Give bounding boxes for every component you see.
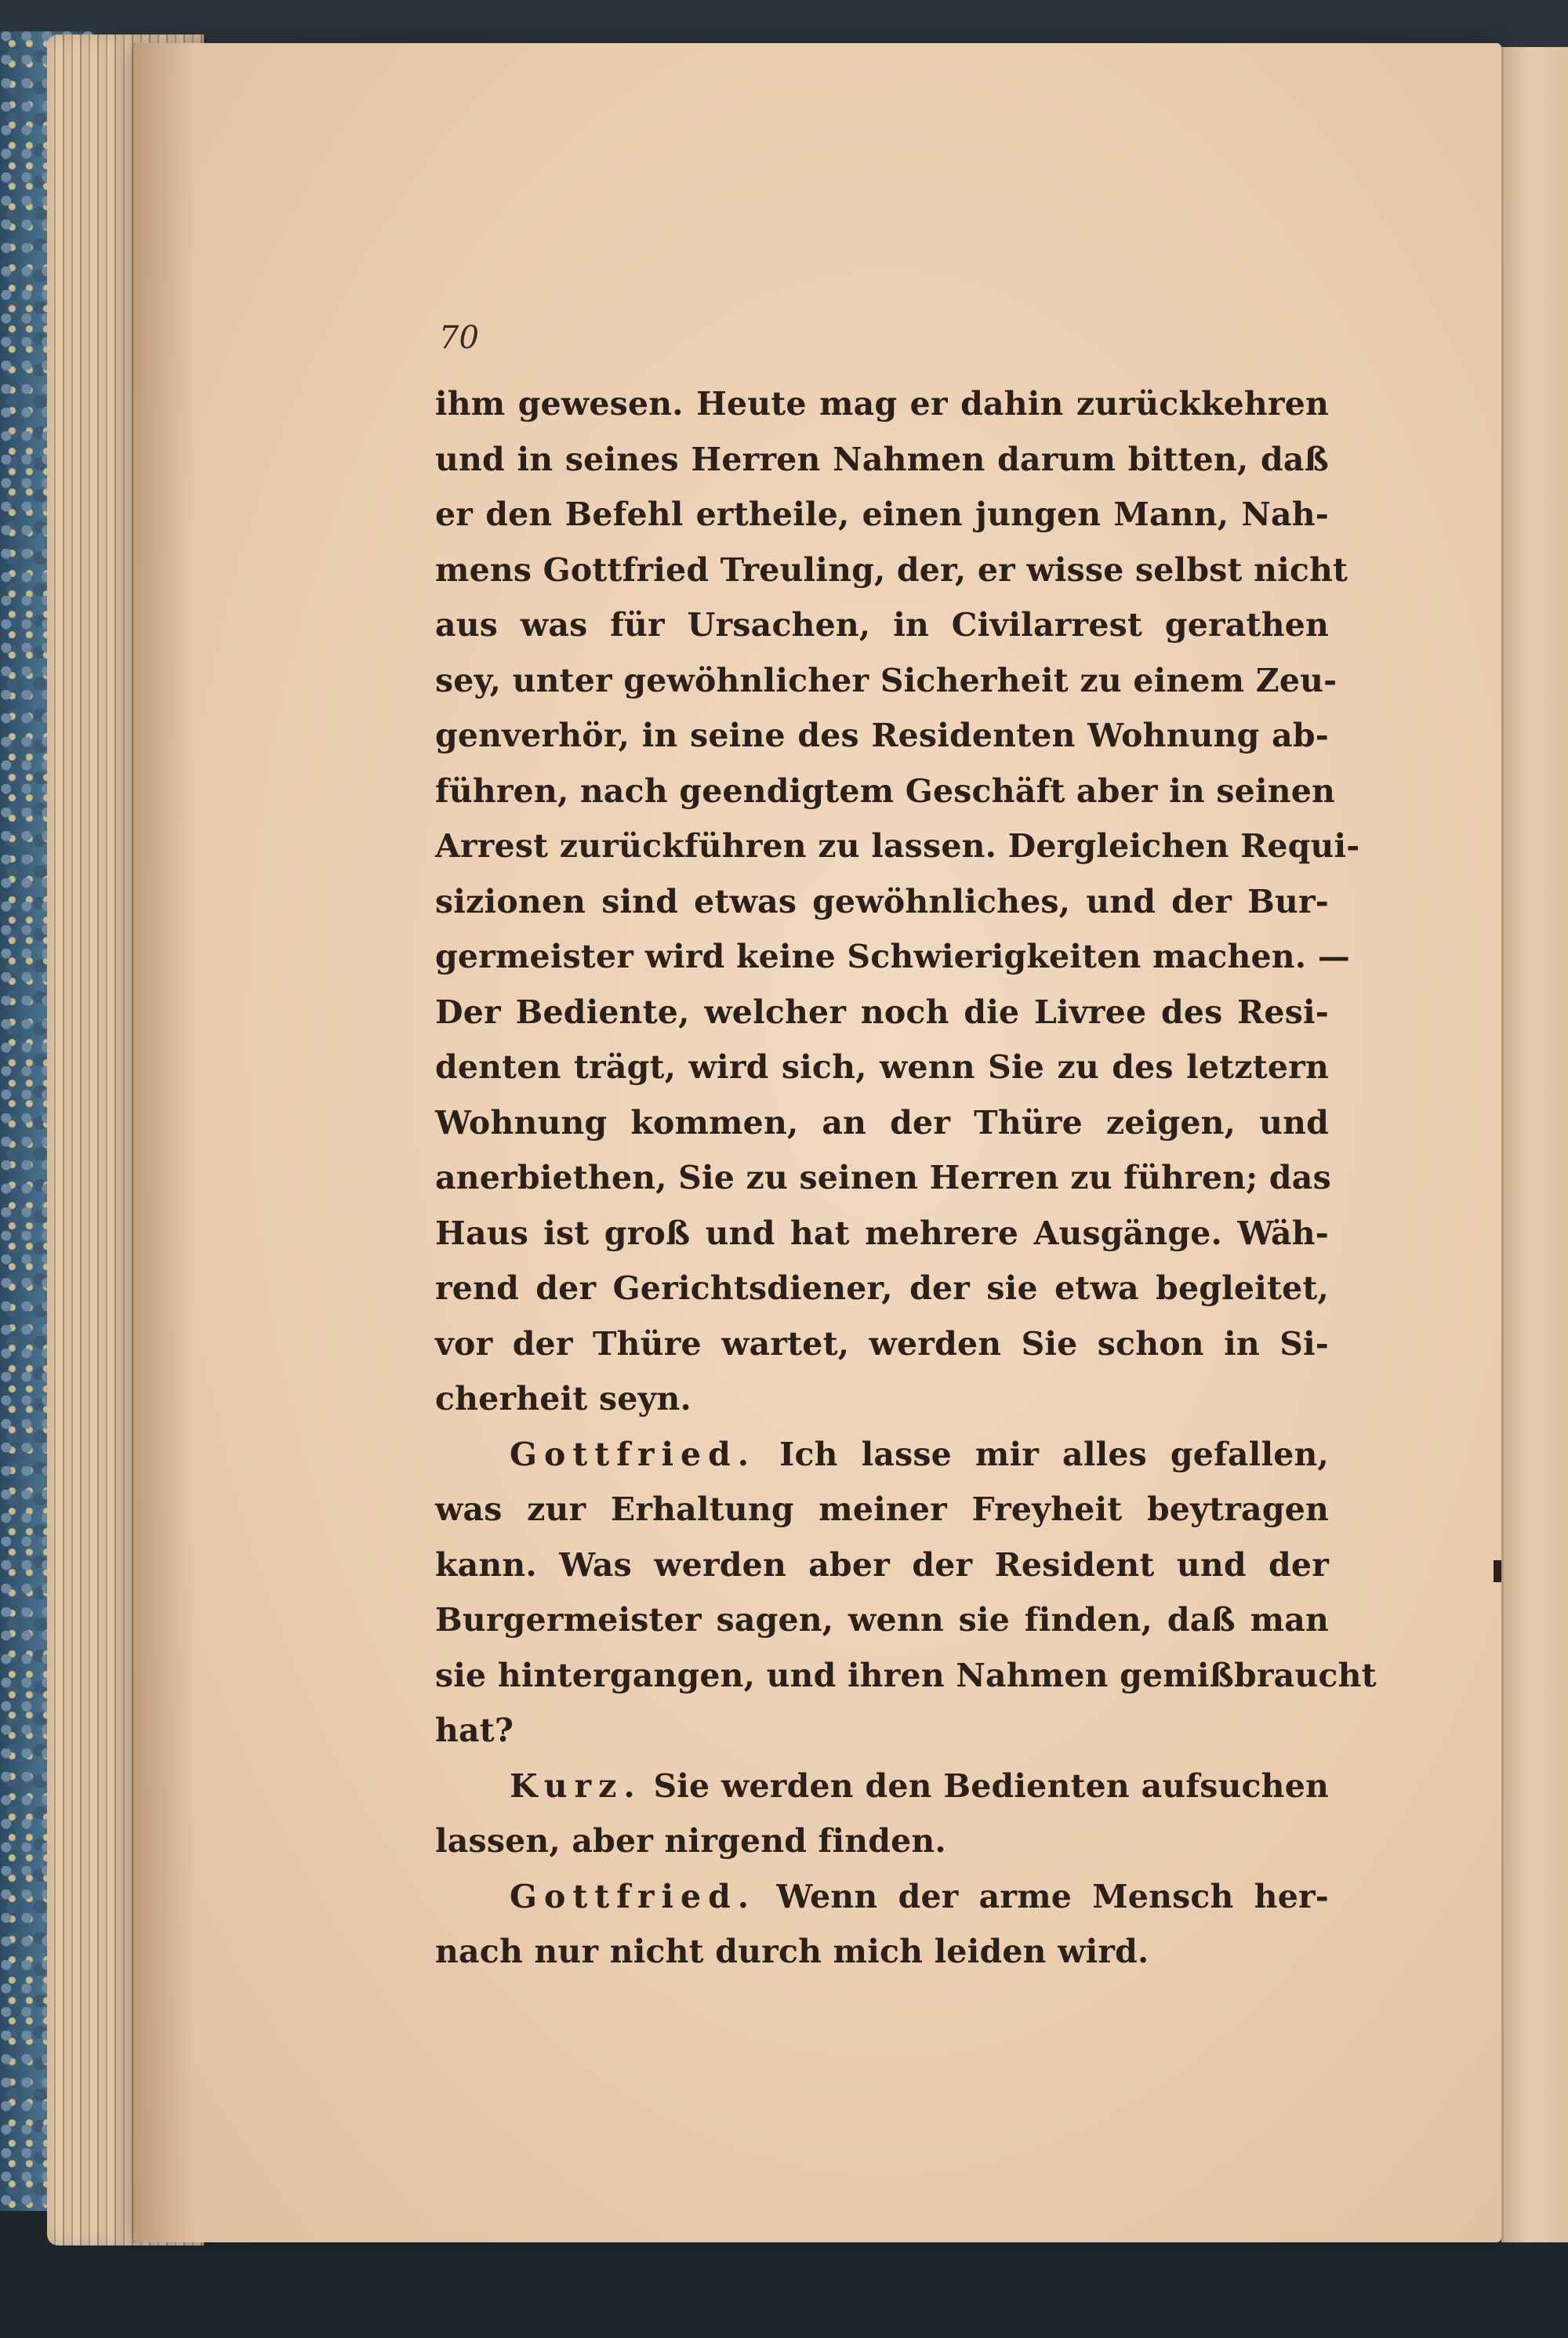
text-line: er den Befehl ertheile, einen jungen Mann, Nah- <box>435 496 1329 533</box>
text-line: lassen, aber nirgend finden. <box>435 1822 946 1860</box>
gutter-shadow <box>133 43 196 2242</box>
text-line: Arrest zurückführen zu lassen. Dergleichen Requi- <box>435 827 1360 865</box>
text-line: hat? <box>435 1712 514 1749</box>
speech-line-gottfried <box>435 1869 1329 1925</box>
text-line: Burgermeister sagen, wenn sie finden, daß man <box>435 1601 1329 1639</box>
text-line: nach nur nicht durch mich leiden wird. <box>435 1933 1149 1970</box>
speaker-name: Gottfried. <box>510 1877 757 1915</box>
text-line: denten trägt, wird sich, wenn Sie zu des letztern <box>435 1048 1329 1086</box>
speech-text: Wenn der arme Mensch her- <box>776 1877 1329 1915</box>
speaker-name: Kurz. <box>510 1766 642 1805</box>
body-lines <box>435 376 1377 1980</box>
text-line: was zur Erhaltung meiner Freyheit beytragen <box>435 1490 1329 1528</box>
text-line: anerbiethen, Sie zu seinen Herren zu führen; das <box>435 1159 1331 1196</box>
next-page-edge <box>1501 47 1568 2242</box>
edge-mark <box>1494 1560 1501 1582</box>
text-line: sey, unter gewöhnlicher Sicherheit zu einem Zeu- <box>435 661 1338 699</box>
text-line: führen, nach geendigtem Geschäft aber in seinen <box>435 771 1336 810</box>
speech-text: Ich lasse mir alles gefallen, <box>779 1435 1329 1473</box>
text-line: kann. Was werden aber der Resident und der <box>435 1545 1329 1584</box>
speech-text: Sie werden den Bedienten aufsuchen <box>653 1766 1329 1805</box>
text-line: Der Bediente, welcher noch die Livree des Resi- <box>435 993 1329 1031</box>
text-line: vor der Thüre wartet, werden Sie schon in Si- <box>435 1324 1329 1363</box>
speech-line-gottfried <box>435 1427 1329 1483</box>
text-line: rend der Gerichtsdiener, der sie etwa begleitet, <box>435 1269 1329 1307</box>
text-line: sizionen sind etwas gewöhnliches, und der Bur- <box>435 882 1329 920</box>
text-line: ihm gewesen. Heute mag er dahin zurückkehren <box>435 385 1329 423</box>
text-line: genverhör, in seine des Residenten Wohnung ab- <box>435 717 1329 754</box>
text-line: germeister wird keine Schwierigkeiten machen. — <box>435 938 1350 975</box>
text-line: cherheit seyn. <box>435 1380 692 1418</box>
text-line: Wohnung kommen, an der Thüre zeigen, und <box>435 1103 1329 1142</box>
speaker-name: Gottfried. <box>510 1435 757 1473</box>
text-line: und in seines Herren Nahmen darum bitten, daß <box>435 440 1329 478</box>
text-line: mens Gottfried Treuling, der, er wisse selbst nicht <box>435 550 1348 589</box>
text-line: aus was für Ursachen, in Civilarrest gerathen <box>435 606 1329 644</box>
text-line: sie hintergangen, und ihren Nahmen gemißbraucht <box>435 1656 1377 1694</box>
text-line: Haus ist groß und hat mehrere Ausgänge. Wäh- <box>435 1214 1329 1252</box>
speech-line-kurz <box>435 1759 1329 1814</box>
page-number: 70 <box>439 320 479 356</box>
